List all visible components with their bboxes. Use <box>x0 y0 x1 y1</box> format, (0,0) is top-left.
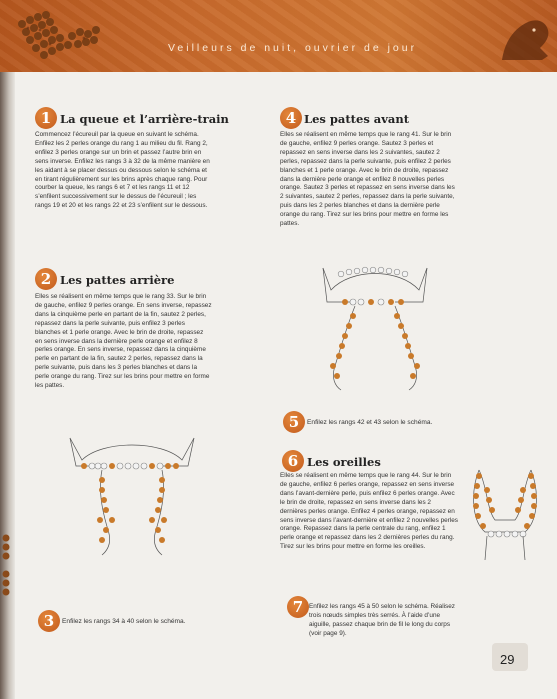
banner-bead-squirrel-illustration <box>0 0 557 72</box>
section-caption-5: Enfilez les rangs 42 et 43 selon le schéma. <box>307 419 433 426</box>
step-number-7: 7 <box>287 596 309 618</box>
step-number-2: 2 <box>35 268 57 290</box>
step-number-1: 1 <box>35 107 57 129</box>
section-text-pattes-arriere: Elles se réalisent en même temps que le rang 33. Sur le brin de gauche, enfilez 9 perles orange. En sens inverse, repassez dans la cinquième perle en partant de la fin, sautez 2 perles, repassez dans la perle suivante, puis enfilez 3 perles blanches et 1 perle orange. Avec le brin de droite, repassez en sens inverse dans la dernière perle orange et enfilez 8 perles orange. En sens inverse, repassez dans la cinquième perle en partant de la fin, sautez 2 perles, repassez dans la perle suivante, puis dans les 3 perles blanches et dans la perle orange du rang. Tirez sur les brins pour mettre en forme les pattes. <box>35 293 212 390</box>
section-title-pattes-arriere: Les pattes arrière <box>60 273 175 287</box>
page-number: 29 <box>500 652 515 667</box>
section-text-queue: Commencez l’écureuil par la queue en suivant le schéma. Enfilez les 2 perles orange du rang 1 au milieu du fil. Rang 2, enfilez 3 perles orange sur un brin et passez l’autre brin en sens inverse. Enfilez les rangs 3 à 32 de la même manière en les aidant à se placer dessus ou dessous selon le schéma et en tirant régulièrement sur les brins après chaque rang. Pour courber la queue, les rangs 6 et 7 et les rangs 11 et 12 s’enfilent successivement sur le dessus de l’écureuil ; les rangs 19 et 20 et les rangs 22 et 23 s’enfilent sur le dessous. <box>35 131 210 210</box>
diagram-back-legs <box>62 430 202 570</box>
step-number-3: 3 <box>38 610 60 632</box>
step-number-5: 5 <box>283 411 305 433</box>
step-number-4: 4 <box>280 107 302 129</box>
header-title: Veilleurs de nuit, ouvrier de jour <box>168 42 418 54</box>
section-title-oreilles: Les oreilles <box>307 455 381 469</box>
edge-bead-decoration <box>0 530 16 610</box>
diagram-front-legs <box>315 262 435 402</box>
section-title-pattes-avant: Les pattes avant <box>304 112 410 126</box>
section-caption-3: Enfilez les rangs 34 à 40 selon le schéma. <box>62 618 186 625</box>
section-caption-7: Enfilez les rangs 45 à 50 selon le schéma. Réalisez trois nœuds simples très serrés. À l’aide d’une aiguille, passez chaque brin de fil le long du corps (voir page 9). <box>309 603 455 637</box>
section-title-queue: La queue et l’arrière-train <box>60 112 229 126</box>
diagram-ears <box>465 460 545 570</box>
step-number-6: 6 <box>282 450 304 472</box>
section-text-oreilles: Elles se réalisent en même temps que le rang 44. Sur le brin de gauche, enfilez 6 perles orange, repassez en sens inverse dans l’avant-dernière perle, puis enfilez 6 perles orange. Avec le brin de droite, repassez en sens inverse dans les 2 dernières perles orange. Enfilez 4 perles orange, repassez en sens inverse dans l’avant-dernière et enfilez 2 nouvelles perles orange. Repassez dans la perle centrale du rang, enfilez 1 perle orange et repassez dans les 2 dernières perles du rang. Tirez sur les brins pour mettre en forme les oreilles. <box>280 472 458 551</box>
header-banner <box>0 0 557 72</box>
section-text-pattes-avant: Elles se réalisent en même temps que le rang 41. Sur le brin de gauche, enfilez 9 perles orange. Sautez 3 perles et repassez en sens inverse dans les 2 suivantes, sautez 2 perles, repassez dans la perle suivante, puis enfilez 2 perles blanches et 1 perle orange. Avec le brin de droite, repassez dans la dernière perle orange et enfilez 8 nouvelles perles orange. Sautez 3 perles et repassez en sens inverse dans les 2 suivantes, sautez 2 perles, repassez dans la perle suivante, puis dans les 2 perles blanches et dans la dernière perle orange du rang. Tirez sur les brins pour mettre en forme les pattes. <box>280 131 455 228</box>
